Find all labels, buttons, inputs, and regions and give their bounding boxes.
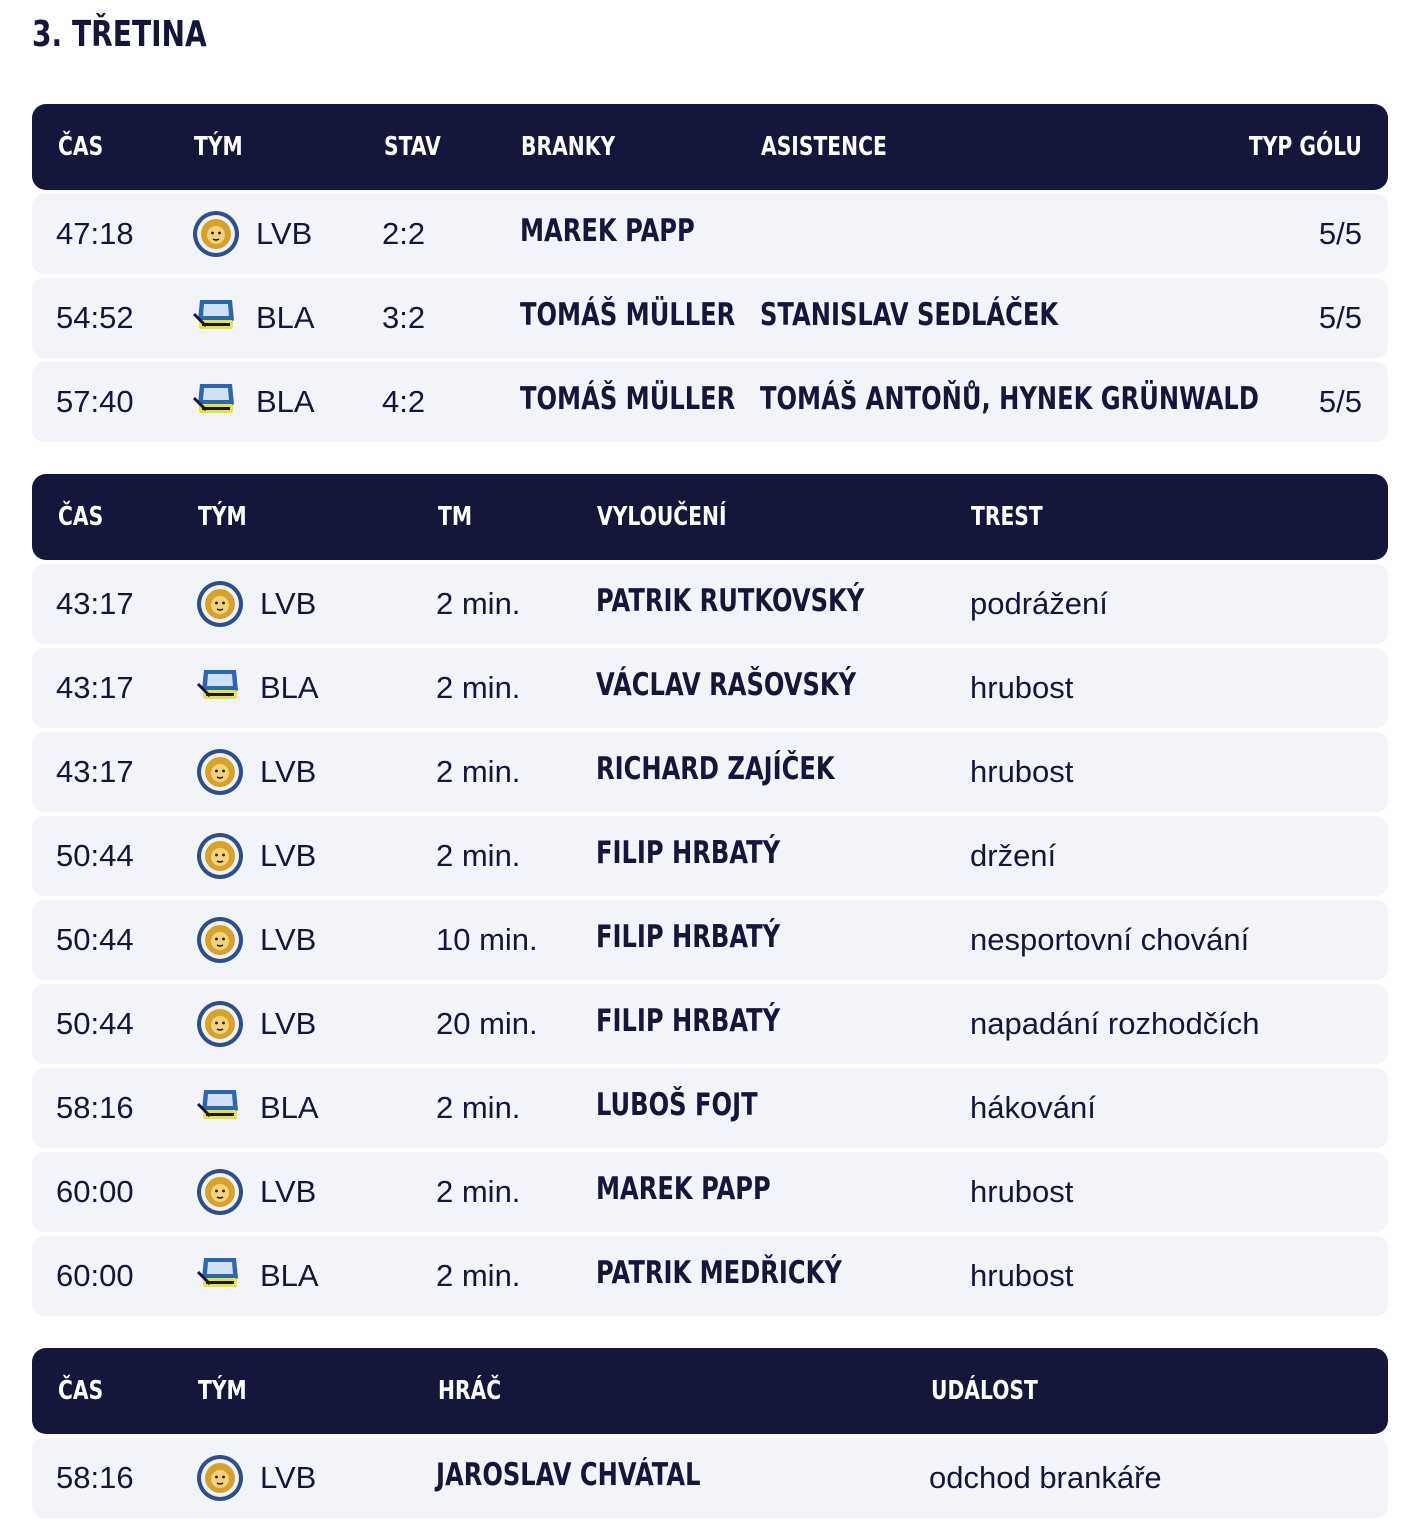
team-code: LVB bbox=[256, 216, 313, 251]
penalty-reason: napadání rozhodčích bbox=[970, 1006, 1260, 1041]
col-time: ČAS bbox=[58, 502, 104, 532]
bla-knight-logo-icon bbox=[192, 378, 240, 426]
penalty-reason: hákování bbox=[970, 1090, 1096, 1125]
events-table-header bbox=[32, 1348, 1388, 1434]
lvb-lion-logo-icon bbox=[196, 1000, 244, 1048]
penalty-player: VÁCLAV RAŠOVSKÝ bbox=[596, 667, 857, 703]
goal-scorer: TOMÁŠ MÜLLER bbox=[520, 381, 736, 417]
col-minutes: TM bbox=[438, 502, 473, 532]
goal-type: 5/5 bbox=[1318, 300, 1362, 335]
penalty-reason: hrubost bbox=[970, 754, 1074, 789]
penalty-player: FILIP HRBATÝ bbox=[596, 835, 781, 871]
col-player: VYLOUČENÍ bbox=[597, 502, 727, 532]
penalty-time: 50:44 bbox=[56, 838, 134, 873]
penalty-row bbox=[32, 648, 1388, 728]
penalty-minutes: 2 min. bbox=[436, 754, 521, 789]
penalty-time: 50:44 bbox=[56, 1006, 134, 1041]
bla-knight-logo-icon bbox=[196, 1252, 244, 1300]
team-code: LVB bbox=[260, 1460, 317, 1495]
goal-scorer: TOMÁŠ MÜLLER bbox=[520, 297, 736, 333]
goals-table-header bbox=[32, 104, 1388, 190]
lvb-lion-logo-icon bbox=[196, 1168, 244, 1216]
penalty-minutes: 2 min. bbox=[436, 1090, 521, 1125]
bla-knight-logo-icon bbox=[196, 1084, 244, 1132]
penalty-row bbox=[32, 816, 1388, 896]
penalty-player: FILIP HRBATÝ bbox=[596, 1003, 781, 1039]
team-code: LVB bbox=[260, 1006, 317, 1041]
penalty-row bbox=[32, 732, 1388, 812]
penalty-minutes: 2 min. bbox=[436, 670, 521, 705]
team-code: BLA bbox=[260, 1090, 319, 1125]
penalty-time: 60:00 bbox=[56, 1258, 134, 1293]
penalty-reason: držení bbox=[970, 838, 1057, 873]
goal-score: 4:2 bbox=[382, 384, 426, 419]
goal-row bbox=[32, 278, 1388, 358]
col-team: TÝM bbox=[198, 1376, 247, 1406]
team-code: LVB bbox=[260, 1174, 317, 1209]
penalty-time: 58:16 bbox=[56, 1090, 134, 1125]
penalty-minutes: 2 min. bbox=[436, 838, 521, 873]
goal-scorer: MAREK PAPP bbox=[520, 213, 695, 249]
lvb-lion-logo-icon bbox=[196, 748, 244, 796]
penalty-player: RICHARD ZAJÍČEK bbox=[596, 751, 835, 787]
goal-time: 47:18 bbox=[56, 216, 134, 251]
event-type: odchod brankáře bbox=[929, 1460, 1162, 1495]
penalty-reason: nesportovní chování bbox=[970, 922, 1250, 957]
penalty-player: LUBOŠ FOJT bbox=[596, 1087, 758, 1123]
lvb-lion-logo-icon bbox=[196, 580, 244, 628]
events-table bbox=[32, 1348, 1388, 1522]
penalty-row bbox=[32, 1236, 1388, 1316]
penalties-table-header bbox=[32, 474, 1388, 560]
goal-row bbox=[32, 362, 1388, 442]
event-time: 58:16 bbox=[56, 1460, 134, 1495]
goal-assists: TOMÁŠ ANTOŇŮ, HYNEK GRÜNWALD bbox=[760, 381, 1259, 417]
penalty-player: MAREK PAPP bbox=[596, 1171, 771, 1207]
col-event: UDÁLOST bbox=[931, 1376, 1038, 1406]
col-scorer: BRANKY bbox=[521, 132, 616, 162]
penalty-player: FILIP HRBATÝ bbox=[596, 919, 781, 955]
penalty-row bbox=[32, 900, 1388, 980]
col-time: ČAS bbox=[58, 1376, 104, 1406]
team-code: BLA bbox=[256, 384, 315, 419]
penalty-player: PATRIK RUTKOVSKÝ bbox=[596, 583, 865, 619]
penalty-reason: hrubost bbox=[970, 670, 1074, 705]
penalty-minutes: 20 min. bbox=[436, 1006, 538, 1041]
team-code: LVB bbox=[260, 922, 317, 957]
penalty-row bbox=[32, 564, 1388, 644]
goal-assists: STANISLAV SEDLÁČEK bbox=[760, 297, 1059, 333]
lvb-lion-logo-icon bbox=[192, 210, 240, 258]
penalty-time: 50:44 bbox=[56, 922, 134, 957]
col-team: TÝM bbox=[198, 502, 247, 532]
bla-knight-logo-icon bbox=[192, 294, 240, 342]
team-code: BLA bbox=[256, 300, 315, 335]
goal-type: 5/5 bbox=[1318, 216, 1362, 251]
penalty-time: 43:17 bbox=[56, 754, 134, 789]
goals-table bbox=[32, 104, 1388, 446]
penalty-reason: hrubost bbox=[970, 1174, 1074, 1209]
penalty-row bbox=[32, 1068, 1388, 1148]
col-assists: ASISTENCE bbox=[761, 132, 887, 162]
event-player: JAROSLAV CHVÁTAL bbox=[436, 1457, 701, 1493]
penalty-minutes: 2 min. bbox=[436, 1258, 521, 1293]
penalty-player: PATRIK MEDŘICKÝ bbox=[596, 1255, 842, 1291]
team-code: BLA bbox=[260, 670, 319, 705]
col-player: HRÁČ bbox=[438, 1376, 502, 1406]
col-score: STAV bbox=[384, 132, 441, 162]
penalty-minutes: 2 min. bbox=[436, 1174, 521, 1209]
team-code: LVB bbox=[260, 754, 317, 789]
goal-score: 3:2 bbox=[382, 300, 426, 335]
goal-row bbox=[32, 194, 1388, 274]
penalty-row bbox=[32, 984, 1388, 1064]
bla-knight-logo-icon bbox=[196, 664, 244, 712]
goal-time: 54:52 bbox=[56, 300, 134, 335]
penalty-minutes: 2 min. bbox=[436, 586, 521, 621]
penalty-time: 43:17 bbox=[56, 586, 134, 621]
event-row bbox=[32, 1438, 1388, 1518]
lvb-lion-logo-icon bbox=[196, 916, 244, 964]
col-goal-type: TYP GÓLU bbox=[1248, 132, 1362, 162]
team-code: LVB bbox=[260, 586, 317, 621]
lvb-lion-logo-icon bbox=[196, 1454, 244, 1502]
col-team: TÝM bbox=[194, 132, 243, 162]
col-time: ČAS bbox=[58, 132, 104, 162]
goal-type: 5/5 bbox=[1318, 384, 1362, 419]
penalties-table bbox=[32, 474, 1388, 1320]
lvb-lion-logo-icon bbox=[196, 832, 244, 880]
goal-time: 57:40 bbox=[56, 384, 134, 419]
penalty-minutes: 10 min. bbox=[436, 922, 538, 957]
penalty-time: 60:00 bbox=[56, 1174, 134, 1209]
goal-score: 2:2 bbox=[382, 216, 426, 251]
period-title: 3. TŘETINA bbox=[32, 14, 207, 55]
penalty-row bbox=[32, 1152, 1388, 1232]
team-code: LVB bbox=[260, 838, 317, 873]
team-code: BLA bbox=[260, 1258, 319, 1293]
col-penalty: TREST bbox=[971, 502, 1043, 532]
penalty-reason: podrážení bbox=[970, 586, 1108, 621]
penalty-reason: hrubost bbox=[970, 1258, 1074, 1293]
penalty-time: 43:17 bbox=[56, 670, 134, 705]
